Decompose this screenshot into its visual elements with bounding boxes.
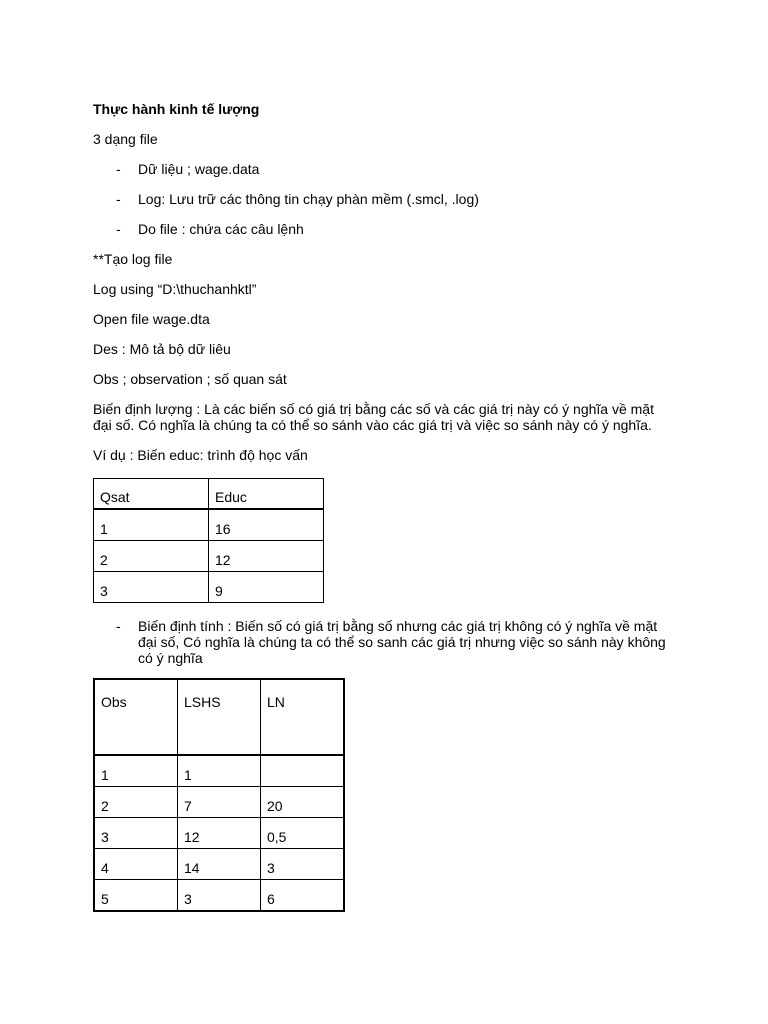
table-cell: 2 [94,787,178,818]
obs-line: Obs ; observation ; số quan sát [93,371,287,387]
table-header-cell: LSHS [178,679,261,755]
des-line: Des : Mô tả bộ dữ liêu [93,341,231,357]
bullet-dash: - [116,221,121,237]
log-create-line: **Tạo log file [93,251,173,267]
table-cell [261,755,345,787]
file-types-heading: 3 dạng file [93,131,158,147]
file-type-item: Do file : chứa các câu lệnh [138,221,304,237]
table-cell: 1 [94,755,178,787]
table-row [94,787,344,818]
table-cell: 3 [94,818,178,849]
table-cell: 7 [178,787,261,818]
table-cell: 3 [261,849,345,880]
table-cell: 12 [209,541,324,572]
table-header-cell: LN [261,679,345,755]
table-cell: 6 [261,880,345,912]
table-cell: 0,5 [261,818,345,849]
table-row [94,818,344,849]
table-header-row [94,479,324,510]
table-header-cell: Educ [209,479,324,510]
quantitative-definition: Biến định lượng : Là các biến số có giá trị bằng các số và các giá trị này có ý nghĩa về mặt đại số. Có nghĩa là chúng ta có thể so sánh vào các giá trị và việc so sánh này có ý nghĩa. [93,401,654,433]
open-file-line: Open file wage.dta [93,311,210,327]
document-title: Thực hành kinh tế lượng [93,101,260,117]
table-row [94,755,344,787]
bullet-dash: - [116,618,121,634]
table-row [94,880,344,912]
table-header-cell: Qsat [94,479,209,510]
table-row [94,541,324,572]
table-header-row [94,679,344,755]
table-cell: 16 [209,509,324,541]
file-type-item: Dữ liệu ; wage.data [138,161,260,177]
table-cell: 14 [178,849,261,880]
table-cell: 9 [209,572,324,603]
table-row [94,572,324,603]
log-using-line: Log using “D:\thuchanhktl” [93,281,257,297]
bullet-dash: - [116,191,121,207]
table-cell: 1 [178,755,261,787]
obs-table [93,678,345,912]
table-cell: 4 [94,849,178,880]
table-cell: 3 [94,572,209,603]
table-cell: 12 [178,818,261,849]
table-row [94,849,344,880]
file-type-item: Log: Lưu trữ các thông tin chạy phàn mềm (.smcl, .log) [138,191,479,207]
table-header-cell: Obs [94,679,178,755]
table-cell: 3 [178,880,261,912]
table-cell: 1 [94,509,209,541]
table-cell: 5 [94,880,178,912]
qualitative-definition: Biến định tính : Biến số có giá trị bằng số nhưng các giá trị không có ý nghĩa về mặt đại số, Có nghĩa là chúng ta có thể so sanh các giá trị nhưng việc so sánh này không có ý nghĩa [138,618,666,666]
example-line: Ví dụ : Biến educ: trình độ học vấn [93,447,308,463]
educ-table [93,478,324,603]
table-cell: 2 [94,541,209,572]
table-row [94,509,324,541]
bullet-dash: - [116,161,121,177]
table-cell: 20 [261,787,345,818]
